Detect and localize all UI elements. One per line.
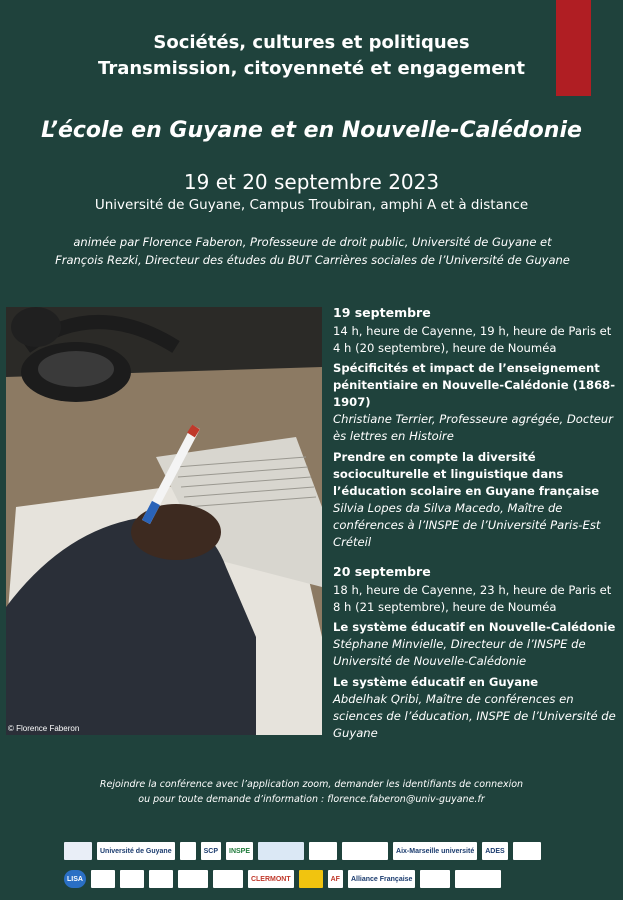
series-subtitle: Transmission, citoyenneté et engagement <box>98 58 525 79</box>
series-header <box>0 30 623 82</box>
logo-partner-f <box>120 870 144 888</box>
day-2-date: 20 septembre <box>333 564 431 579</box>
page-title: L’école en Guyane et en Nouvelle-Calédonie <box>41 118 582 143</box>
series-title: Sociétés, cultures et politiques <box>153 32 470 53</box>
logo-partner-b <box>309 842 337 860</box>
program-schedule <box>333 304 618 746</box>
event-venue: Université de Guyane, Campus Troubiran, amphi A et à distance <box>94 197 529 213</box>
logo-partner-g <box>149 870 173 888</box>
talk-3-speaker: Stéphane Minvielle, Directeur de l’INSPE de Université de Nouvelle-Calédonie <box>333 637 586 668</box>
logo-partner-d <box>513 842 541 860</box>
classroom-photo <box>6 307 322 735</box>
day-1-date: 19 septembre <box>333 305 431 320</box>
logo-partner-h <box>178 870 208 888</box>
logo-partner-c <box>342 842 388 860</box>
talk-1-title: Spécificités et impact de l’enseignement pénitentiaire en Nouvelle-Calédonie (1868-1907) <box>333 361 616 409</box>
contact-footer <box>0 777 623 807</box>
logo-inspe: INSPE <box>226 842 253 860</box>
photo-credit: © Florence Faberon <box>8 724 80 733</box>
partner-logos-row-2 <box>64 870 564 888</box>
event-dates: 19 et 20 septembre 2023 <box>183 170 440 194</box>
moderators-text <box>40 233 585 269</box>
logo-lisa: LISA <box>64 870 86 888</box>
logo-partner-i <box>213 870 243 888</box>
logo-scp: SCP <box>201 842 221 860</box>
classroom-photo-illustration <box>6 307 322 735</box>
moderators-line-2: François Rezki, Directeur des études du BUT Carrières sociales de l’Université de Guyane <box>55 253 570 267</box>
logo-clermont: CLERMONT <box>248 870 294 888</box>
partner-logos-row-1 <box>64 842 564 860</box>
logo-ades: ADES <box>482 842 507 860</box>
logo-aix-marseille: Aix-Marseille université <box>393 842 477 860</box>
talk-1-speaker: Christiane Terrier, Professeure agrégée, Docteur ès lettres en Histoire <box>333 412 614 443</box>
logo-partner-k <box>420 870 450 888</box>
talk-4-speaker: Abdelhak Qribi, Maître de conférences en sciences de l’éducation, INSPE de l’Université de Guyane <box>333 692 616 740</box>
talk-2-title: Prendre en compte la diversité socioculturelle et linguistique dans l’éducation scolaire en Guyane française <box>333 450 600 498</box>
talk-2-speaker: Silvia Lopes da Silva Macedo, Maître de conférences à l’INSPE de l’Université Paris-Est Créteil <box>333 501 601 549</box>
day-1-time: 14 h, heure de Cayenne, 19 h, heure de Paris et 4 h (20 septembre), heure de Nouméa <box>333 324 612 355</box>
logo-partner-l <box>455 870 501 888</box>
logo-partner-e <box>91 870 115 888</box>
logo-universite-guyane: Université de Guyane <box>97 842 175 860</box>
logo-partner-j <box>299 870 323 888</box>
talk-4-title: Le système éducatif en Guyane <box>333 675 539 689</box>
talk-3-title: Le système éducatif en Nouvelle-Calédonie <box>333 620 616 634</box>
moderators-line-1: animée par Florence Faberon, Professeure de droit public, Université de Guyane et <box>73 235 552 249</box>
day-2-time: 18 h, heure de Cayenne, 23 h, heure de Paris et 8 h (21 septembre), heure de Nouméa <box>333 583 612 614</box>
footer-line-2: ou pour toute demande d’information : florence.faberon@univ-guyane.fr <box>138 794 485 805</box>
logo-republique <box>64 842 92 860</box>
logo-af: AF <box>328 870 343 888</box>
footer-line-1: Rejoindre la conférence avec l’application zoom, demander les identifiants de connexion <box>99 779 524 790</box>
logo-partner-a <box>258 842 304 860</box>
logo-alliance-francaise: Alliance Française <box>348 870 415 888</box>
logo-small-1 <box>180 842 196 860</box>
